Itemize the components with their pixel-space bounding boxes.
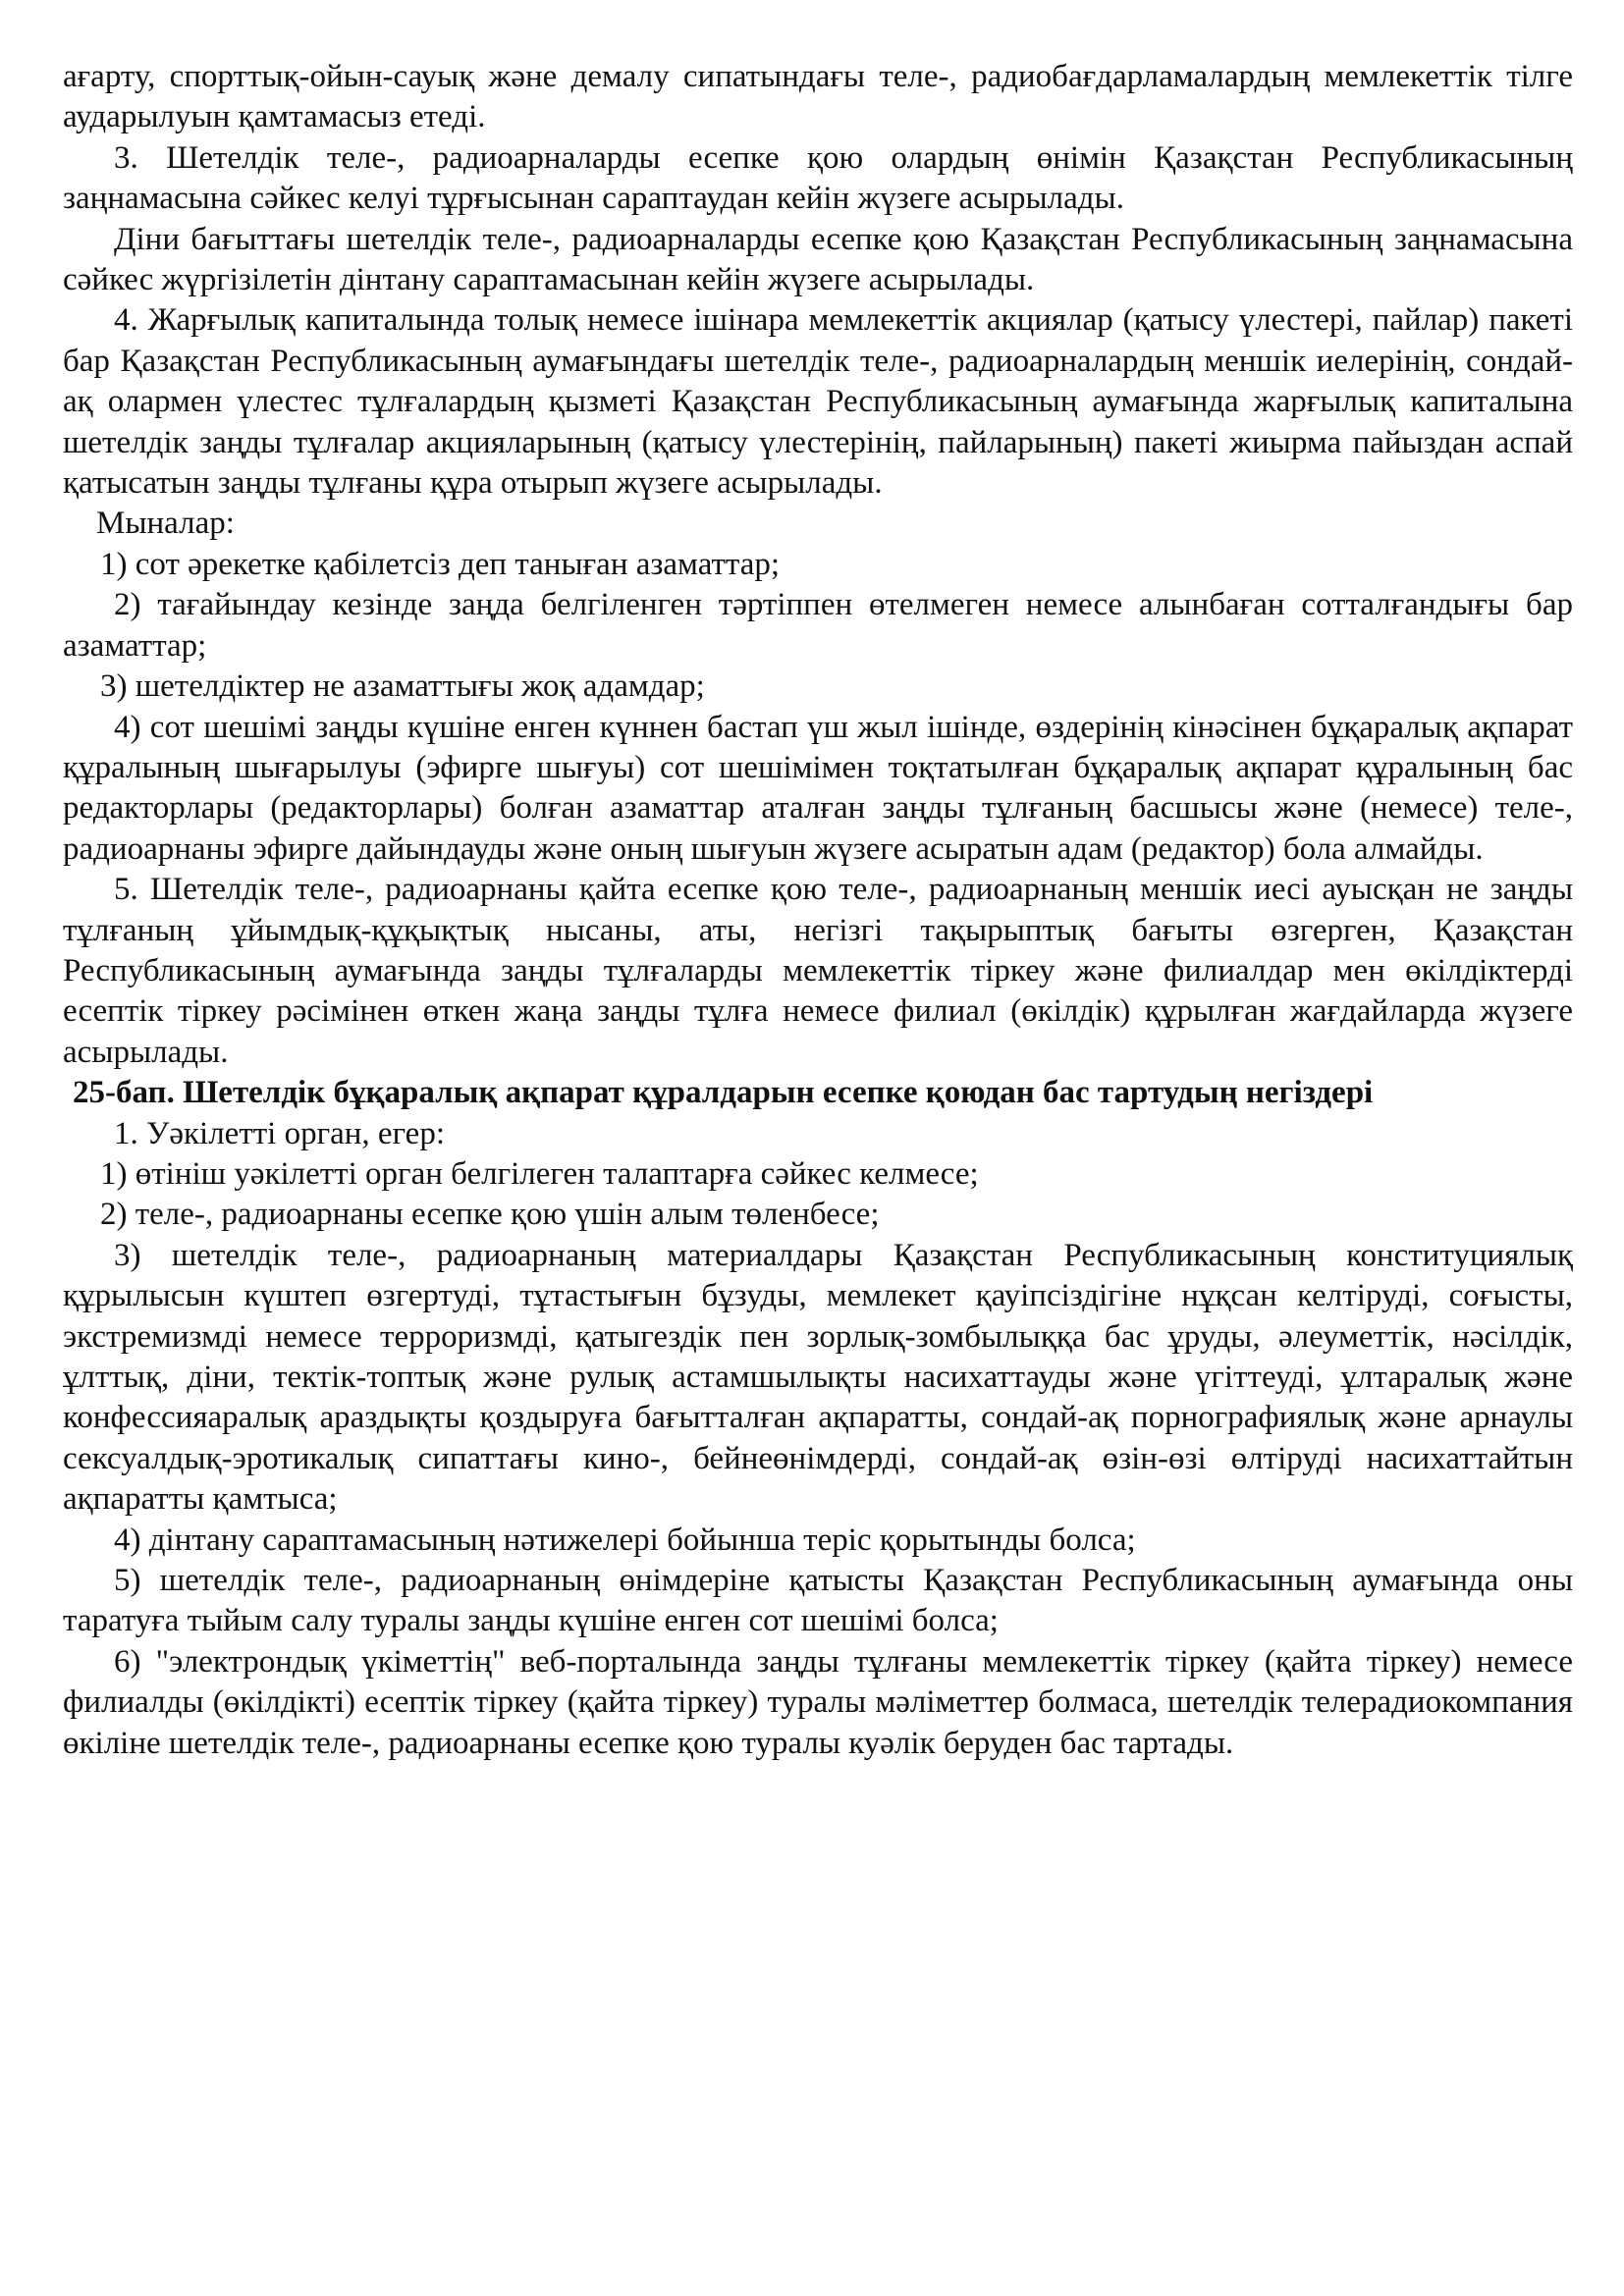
list-item: 2) теле-, радиоарнаны есепке қою үшін алым төленбесе; bbox=[100, 1197, 880, 1233]
document-page bbox=[63, 57, 1573, 1764]
paragraph-religious-channels: Діни бағыттағы шетелдік теле-, радиоарналарды есепке қою Қазақстан Республикасының заңнамасына сәйкес жүргізілетін дінтану сараптамасынан кейін жүзеге асырылады. bbox=[63, 221, 1573, 298]
list-item: 1) өтініш уәкілетті орган белгілеген талаптарға сәйкес келмесе; bbox=[100, 1155, 979, 1192]
paragraph-article-intro: 1. Уәкілетті орган, егер: bbox=[114, 1115, 445, 1151]
list-item: 4) сот шешімі заңды күшіне енген күннен бастап үш жыл ішінде, өздерінің кінәсінен бұқаралық ақпарат құралының шығарылуы (эфирге шығуы) сот шешімімен тоқтатылған бұқаралық ақпарат құралының бас редакторлары (редакторлары) болған азаматтар аталған заңды тұлғаның басшысы және (немесе) теле-, радиоарнаны эфирге дайындауды және оның шығуын жүзеге асыратын адам (редактор) бола алмайды. bbox=[63, 709, 1573, 867]
paragraph-list-intro: Мыналар: bbox=[96, 506, 235, 542]
list-item: 5) шетелдік теле-, радиоарнаның өнімдеріне қатысты Қазақстан Республикасының аумағында оны таратуға тыйым салу туралы заңды күшіне енген сот шешімі болса; bbox=[63, 1563, 1573, 1639]
list-item: 3) шетелдіктер не азаматтығы жоқ адамдар; bbox=[100, 668, 705, 705]
paragraph-item-5: 5. Шетелдік теле-, радиоарнаны қайта есепке қою теле-, радиоарнаның меншік иесі ауысқан не заңды тұлғаның ұйымдық-құқықтық нысаны, аты, негізгі тақырыптық бағыты өзгерген, Қазақстан Республикасының аумағында заңды тұлғаларды мемлекеттік тіркеу және филиалдар мен өкілдіктерді есептік тіркеу рәсімінен өткен жаңа заңды тұлға немесе филиал (өкілдік) құрылған жағдайларда жүзеге асырылады. bbox=[63, 872, 1573, 1070]
paragraph-item-4: 4. Жарғылық капиталында толық немесе ішінара мемлекеттік акциялар (қатысу үлестері, пайлар) пакеті бар Қазақстан Республикасының аумағындағы шетелдік теле-, радиоарналардың меншік иелерінің, сондай-ақ олармен үлестес тұлғалардың қызметі Қазақстан Республикасының аумағында жарғылық капиталына шетелдік заңды тұлғалар акцияларының (қатысу үлестерінің, пайларының) пакеті жиырма пайыздан аспай қатысатын заңды тұлғаны құра отырып жүзеге асырылады. bbox=[63, 302, 1573, 502]
list-item: 1) сот әрекетке қабілетсіз деп таныған азаматтар; bbox=[100, 546, 781, 582]
paragraph-continuation: ағарту, спорттық-ойын-сауық және демалу сипатындағы теле-, радиобағдарламалардың мемлекеттік тілге аударылуын қамтамасыз етеді. bbox=[63, 59, 1573, 135]
article-heading: 25-бап. Шетелдік бұқаралық ақпарат құралдарын есепке қоюдан бас тартудың негіздері bbox=[73, 1075, 1374, 1111]
list-item: 2) тағайындау кезінде заңда белгіленген тәртіппен өтелмеген немесе алынбаған сотталғандығы бар азаматтар; bbox=[63, 587, 1573, 664]
list-item: 4) дінтану сараптамасының нәтижелері бойынша теріс қорытынды болса; bbox=[114, 1522, 1136, 1558]
paragraph-item-3: 3. Шетелдік теле-, радиоарналарды есепке қою олардың өнімін Қазақстан Республикасының заңнамасына сәйкес келуі тұрғысынан сараптаудан кейін жүзеге асырылады. bbox=[63, 139, 1573, 217]
list-item: 6) "электрондық үкіметтің" веб-порталында заңды тұлғаны мемлекеттік тіркеу (қайта тіркеу) немесе филиалды (өкілдікті) есептік тіркеу (қайта тіркеу) туралы мәліметтер болмаса, шетелдік телерадиокомпания өкіліне шетелдік теле-, радиоарнаны есепке қою туралы куәлік беруден бас тартады. bbox=[63, 1643, 1573, 1761]
list-item: 3) шетелдік теле-, радиоарнаның материалдары Қазақстан Республикасының конституциялық құрылысын күштеп өзгертуді, тұтастығын бұзуды, мемлекет қауіпсіздігіне нұқсан келтіруді, соғысты, экстремизмді немесе терроризмді, қатыгездік пен зорлық-зомбылыққа бас ұруды, әлеуметтік, нәсілдік, ұлттық, діни, тектік-топтық және рулық астамшылықты насихаттауды және үгіттеуді, ұлтаралық және конфессияаралық араздықты қоздыруға бағытталған ақпаратты, сондай-ақ порнографиялық және арнаулы сексуалдық-эротикалық сипаттағы кино-, бейнеөнімдерді, сондай-ақ өзін-өзі өлтіруді насихаттайтын ақпаратты қамтыса; bbox=[63, 1237, 1573, 1518]
